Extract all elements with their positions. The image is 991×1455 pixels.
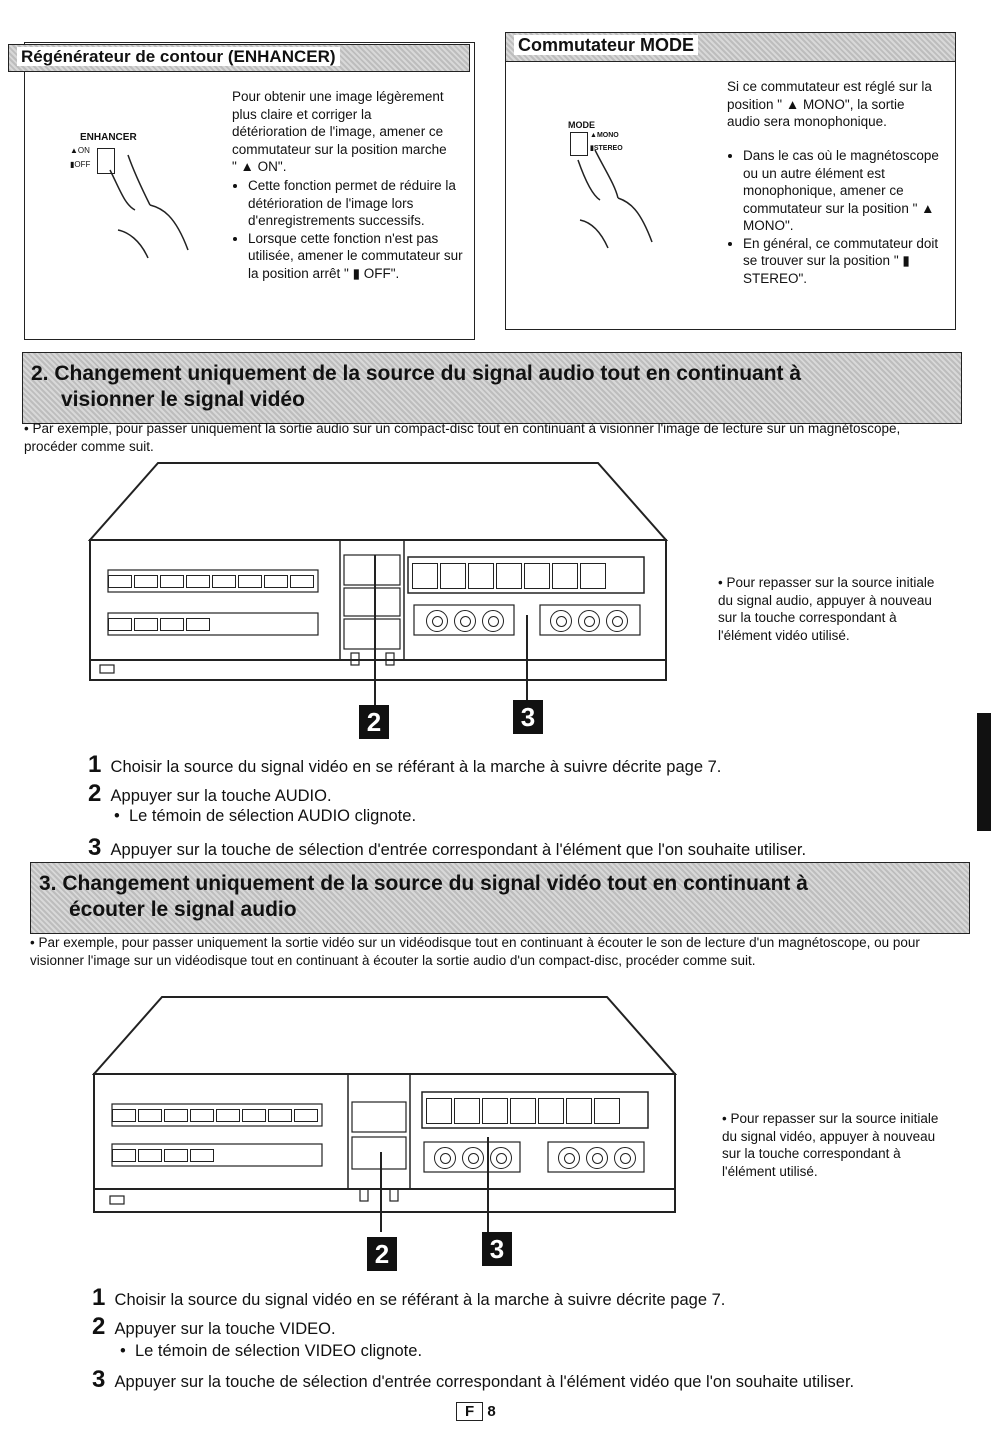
- vcr-illustration-2: [92, 992, 677, 1224]
- mode-switch-label: MODE: [568, 120, 595, 130]
- enhancer-intro: Pour obtenir une image légèrement plus claire et corriger la détérioration de l'image, amener ce commutateur sur la position marche " ▲ ON".: [232, 89, 447, 174]
- hand-pointing-icon: [570, 150, 670, 250]
- mode-bullets: [727, 147, 955, 287]
- vcr-illustration-1: [88, 455, 668, 700]
- section3-step2-sub: • Le témoin de sélection VIDEO clignote.: [120, 1342, 423, 1360]
- enhancer-title: Régénérateur de contour (ENHANCER): [8, 44, 470, 72]
- section3-note: • Pour repasser sur la source initiale du signal vidéo, appuyer à nouveau sur la touche correspondant à l'élément utilisé.: [722, 1111, 939, 1179]
- side-tab-marker: [977, 713, 991, 831]
- callout-badge-2: 2: [359, 705, 389, 739]
- callout-badge-3: 3: [513, 700, 543, 734]
- mode-intro: Si ce commutateur est réglé sur la position " ▲ MONO", la sortie audio sera monophonique.: [727, 79, 932, 129]
- section3-step2: 2 Appuyer sur la touche VIDEO.: [92, 1313, 336, 1340]
- language-badge: F: [456, 1402, 483, 1421]
- enhancer-bullet-1: • Cette fonction permet de réduire la détérioration de l'image lors d'enregistrements successifs.: [248, 177, 466, 230]
- section2-step2-sub: • Le témoin de sélection AUDIO clignote.: [114, 807, 417, 825]
- section3-title: 3. Changement uniquement de la source du signal vidéo tout en continuant à écouter le signal audio: [30, 862, 970, 934]
- enhancer-bullets: [232, 177, 466, 282]
- mode-bullet-2: • En général, ce commutateur doit se trouver sur la position " ▮ STEREO".: [743, 235, 955, 288]
- section2-step2: 2 Appuyer sur la touche AUDIO.: [88, 780, 332, 807]
- page-footer: [456, 1402, 496, 1421]
- callout-badge-3: 3: [482, 1232, 512, 1266]
- section2-title: 2. Changement uniquement de la source du signal audio tout en continuant à visionner le signal vidéo: [22, 352, 962, 424]
- mode-title: Commutateur MODE: [505, 32, 956, 62]
- section3-step1: 1 Choisir la source du signal vidéo en se référant à la marche à suivre décrite page 7.: [92, 1284, 726, 1311]
- mode-bullet-1: • Dans le cas où le magnétoscope ou un autre élément est monophonique, amener ce commutateur sur la position " ▲ MONO".: [743, 147, 955, 235]
- enhancer-bullet-2: • Lorsque cette fonction n'est pas utilisée, amener le commutateur sur la position arrêt " ▮ OFF".: [248, 230, 466, 283]
- section2-note: • Pour repasser sur la source initiale du signal audio, appuyer à nouveau sur la touche correspondant à l'élément vidéo utilisé.: [718, 575, 935, 643]
- callout-badge-2: 2: [367, 1237, 397, 1271]
- section2-step1: 1 Choisir la source du signal vidéo en se référant à la marche à suivre décrite page 7.: [88, 751, 722, 778]
- hand-pointing-icon: [100, 150, 200, 260]
- mode-switch: ▲MONO ▮STEREO: [570, 132, 650, 162]
- section2-intro: • Par exemple, pour passer uniquement la sortie audio sur un compact-disc tout en continuant à visionner l'image de lecture sur un magnétoscope, procéder comme suit.: [24, 421, 901, 454]
- section3-step3: 3 Appuyer sur la touche de sélection d'entrée correspondant à l'élément vidéo que l'on souhaite utiliser.: [92, 1366, 855, 1393]
- enhancer-switch: ▲ON ▮OFF: [70, 146, 130, 182]
- page-number: 8: [487, 1403, 496, 1420]
- enhancer-switch-label: ENHANCER: [80, 132, 137, 143]
- section2-step3: 3 Appuyer sur la touche de sélection d'entrée correspondant à l'élément que l'on souhaite utiliser.: [88, 834, 807, 861]
- section3-intro: • Par exemple, pour passer uniquement la sortie vidéo sur un vidéodisque tout en continuant à écouter le son de lecture d'un magnétoscope, ou pour visionner l'image sur un vidéodisque tout en continuant à écouter la sortie audio d'un compact-disc, procéder comme suit.: [30, 935, 920, 968]
